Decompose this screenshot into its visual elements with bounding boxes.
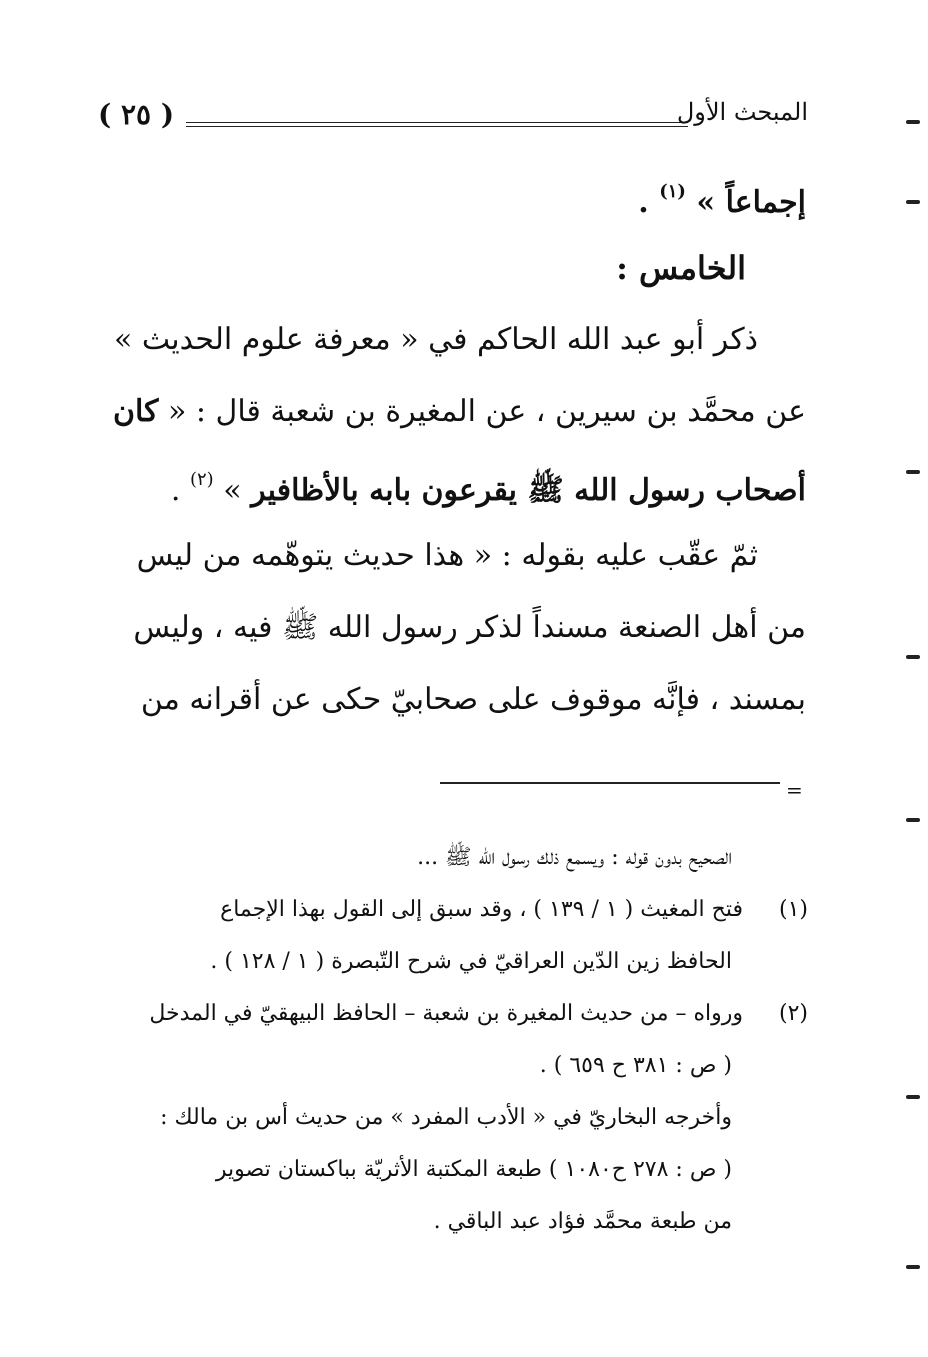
text-fragment: عن محمَّد بن سيرين ، عن المغيرة بن شعبة قال : « [158, 394, 806, 429]
text-line-6: من أهل الصنعة مسنداً لذكر رسول الله ﷺ فيه ، وليس [133, 610, 806, 645]
scan-edge-mark [906, 200, 920, 204]
footnote-continuation: الصحيح بدون قوله : ويسمع ذلك رسول الله ﷺ ... [417, 845, 732, 870]
footnote-2-cont: وأخرجه البخاريّ في « الأدب المفرد » من حديث أس بن مالك : [160, 1105, 732, 1130]
header-rule [186, 122, 688, 127]
running-title: المبحث الأول [676, 98, 808, 126]
page-header [98, 96, 808, 140]
footnote-text: فتح المغيث ( ١ / ١٣٩ ) ، وقد سبق إلى القول بهذا الإجماع [220, 897, 743, 922]
text-fragment: . [170, 473, 181, 508]
page-number: ( ٢٥ ) [98, 98, 175, 131]
footnote-number: (٢) [778, 1001, 808, 1026]
scan-edge-mark [906, 120, 920, 124]
text-line-7: بمسند ، فإنَّه موقوف على صحابيّ حكى عن أقرانه من [140, 682, 806, 717]
footnotes [96, 832, 808, 1248]
text-line-5: ثمّ عقّب عليه بقوله : « هذا حديث يتوهّمه من ليس [136, 538, 758, 573]
text-fragment: » [213, 473, 242, 508]
text-line-4 [96, 448, 806, 520]
footnote-2 [96, 988, 808, 1040]
section-heading: الخامس : [616, 249, 746, 287]
quoted-text: كان [113, 394, 159, 429]
footnote-ref-2: (٢) [189, 469, 214, 490]
footnote-2-cont: من طبعة محمَّد فؤاد عبد الباقي . [433, 1209, 732, 1234]
text-fragment: إجماعاً » [696, 185, 806, 220]
scan-edge-mark [906, 1265, 920, 1269]
footnote-text: ورواه – من حديث المغيرة بن شعبة – الحافظ البيهقيّ في المدخل [149, 1001, 743, 1026]
text-line-3 [96, 376, 806, 448]
text-line-2: ذكر أبو عبد الله الحاكم في « معرفة علوم الحديث » [113, 322, 758, 357]
footnote-ref-1: (١) [659, 181, 686, 202]
footnote-1-cont: الحافظ زين الدّين العراقيّ في شرح التّبصرة ( ١ / ١٢٨ ) . [210, 949, 732, 974]
scan-edge-mark [906, 1095, 920, 1099]
footnote-1 [96, 884, 808, 936]
quoted-text: أصحاب رسول الله ﷺ يقرعون بابه بالأظافير [251, 473, 806, 508]
scan-edge-mark [906, 655, 920, 659]
text-fragment: . [638, 185, 649, 220]
footnote-2-cont: ( ص : ٣٨١ ح ٦٥٩ ) . [539, 1053, 732, 1078]
footnote-2-cont: ( ص : ٢٧٨ ح١٠٨٠ ) طبعة المكتبة الأثريّة بباكستان تصوير [215, 1157, 732, 1182]
footnote-number: (١) [778, 897, 808, 922]
scan-edge-mark [906, 818, 920, 822]
main-text [96, 160, 806, 736]
footnote-separator-mark: = [786, 778, 803, 802]
footnote-separator [440, 782, 780, 784]
scan-edge-mark [906, 470, 920, 474]
text-line-1 [96, 160, 806, 232]
